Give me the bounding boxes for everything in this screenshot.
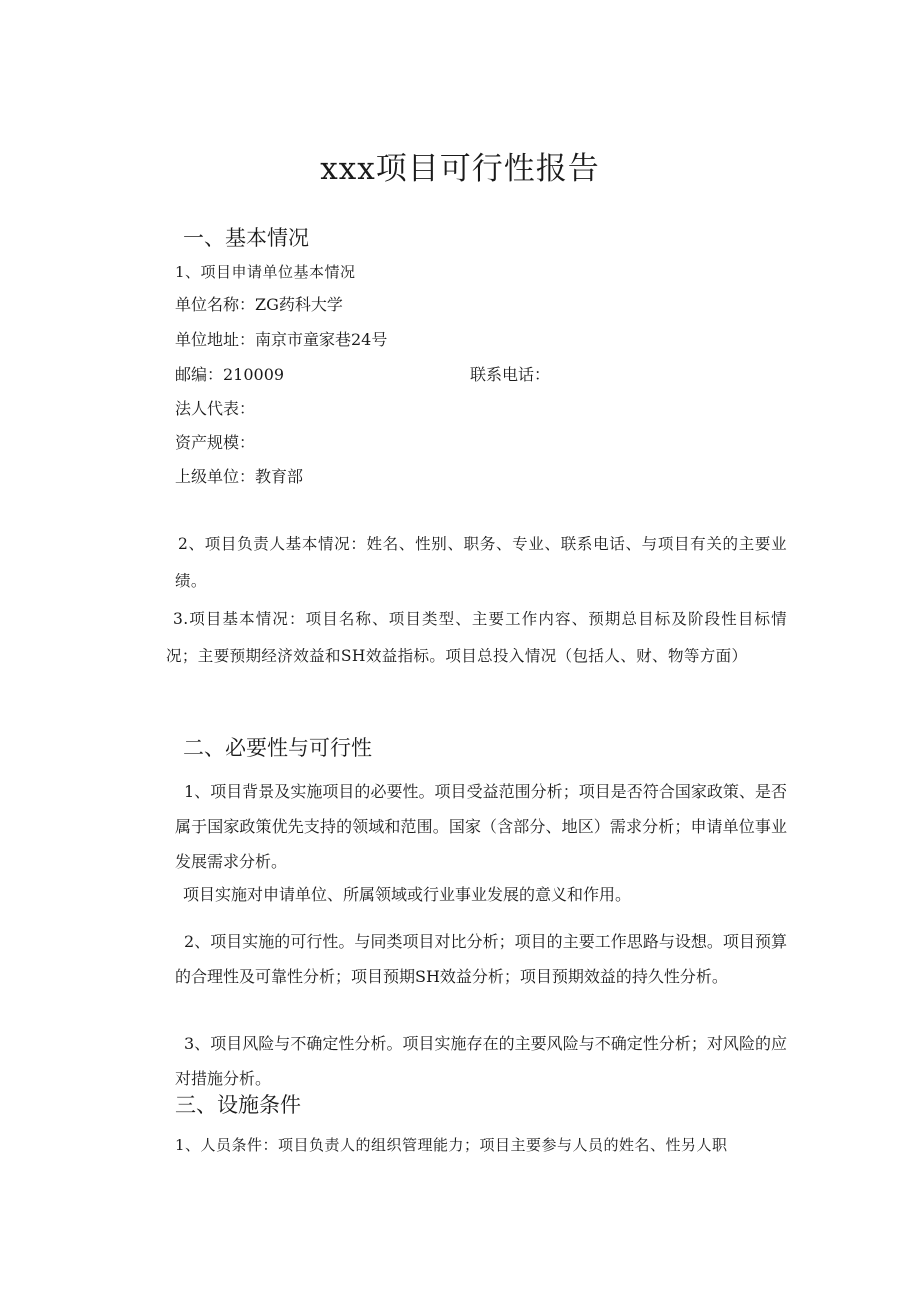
contact-phone: 联系电话：	[470, 365, 551, 384]
section-2-paragraph-2: 项目实施对申请单位、所属领域或行业事业发展的意义和作用。	[183, 885, 632, 904]
unit-address: 单位地址：南京市童家巷24号	[175, 330, 388, 349]
section-1-heading: 一、基本情况	[183, 226, 309, 250]
item-2-paragraph: 2、项目负责人基本情况：姓名、性别、职务、专业、联系电话、与项目有关的主要业绩。	[175, 535, 787, 590]
postcode: 邮编：210009	[175, 365, 285, 384]
section-3-paragraph-1: 1、人员条件：项目负责人的组织管理能力；项目主要参与人员的姓名、性另人职	[175, 1136, 728, 1154]
legal-representative: 法人代表：	[175, 399, 256, 418]
section-2-paragraph-3: 2、项目实施的可行性。与同类项目对比分析；项目的主要工作思路与设想。项目预算的合理性及可靠性分析；项目预期SH效益分析；项目预期效益的持久性分析。	[175, 932, 787, 986]
superior-unit: 上级单位：教育部	[175, 467, 304, 486]
document-title: xxx项目可行性报告	[320, 151, 600, 187]
unit-name: 单位名称：ZG药科大学	[175, 295, 343, 314]
item-3-paragraph: 3.项目基本情况：项目名称、项目类型、主要工作内容、预期总目标及阶段性目标情况；主要预期经济效益和SH效益指标。项目总投入情况（包括人、财、物等方面）	[166, 610, 787, 665]
section-3-heading: 三、设施条件	[175, 1093, 301, 1117]
section-2-paragraph-1: 1、项目背景及实施项目的必要性。项目受益范围分析；项目是否符合国家政策、是否属于国家政策优先支持的领域和范围。国家（含部分、地区）需求分析；申请单位事业发展需求分析。	[175, 782, 787, 871]
section-2-paragraph-4: 3、项目风险与不确定性分析。项目实施存在的主要风险与不确定性分析；对风险的应对措施分析。	[175, 1034, 787, 1088]
subsection-1-heading: 1、项目申请单位基本情况	[175, 263, 356, 281]
asset-scale: 资产规模：	[175, 433, 256, 452]
section-2-heading: 二、必要性与可行性	[183, 736, 372, 760]
